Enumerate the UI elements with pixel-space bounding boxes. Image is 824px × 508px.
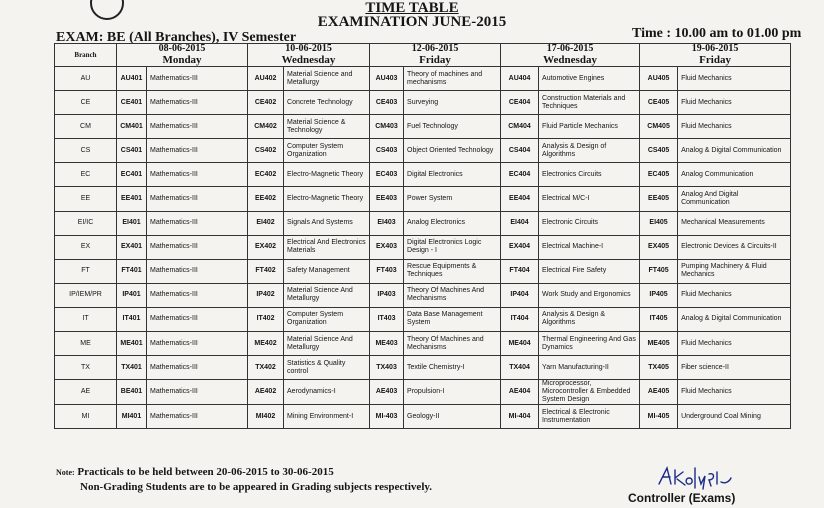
paper-code: ME402 bbox=[248, 332, 284, 356]
paper-subject: Fluid Mechanics bbox=[678, 67, 791, 91]
paper-code: AU403 bbox=[370, 67, 404, 91]
note-practicals: Note: Practicals to be held between 20-06-2015 to 30-06-2015 bbox=[56, 466, 334, 478]
table-row bbox=[55, 405, 791, 429]
paper-subject: Analog & Digital Communication bbox=[678, 307, 791, 331]
paper-subject: Analog And Digital Communication bbox=[678, 187, 791, 211]
paper-code: CE403 bbox=[370, 91, 404, 115]
paper-code: TX403 bbox=[370, 356, 404, 380]
controller-label: Controller (Exams) bbox=[628, 491, 736, 505]
table-row bbox=[55, 163, 791, 187]
paper-code: IP403 bbox=[370, 283, 404, 307]
paper-code: CM405 bbox=[640, 115, 678, 139]
timetable bbox=[54, 43, 791, 429]
page-subtitle: EXAMINATION JUNE-2015 bbox=[317, 14, 507, 30]
day-header: 17-06-2015 Wednesday bbox=[501, 44, 640, 67]
paper-code: CE404 bbox=[501, 91, 539, 115]
paper-subject: Mathematics-III bbox=[147, 187, 248, 211]
branch-cell: EI/IC bbox=[55, 211, 117, 235]
paper-code: IT405 bbox=[640, 307, 678, 331]
paper-subject: Digital Electronics bbox=[404, 163, 501, 187]
table-row bbox=[55, 211, 791, 235]
paper-subject: Digital Electronics Logic Design - I bbox=[404, 235, 501, 259]
table-row bbox=[55, 356, 791, 380]
paper-code: FT403 bbox=[370, 259, 404, 283]
paper-subject: Fluid Mechanics bbox=[678, 91, 791, 115]
paper-code: EI402 bbox=[248, 211, 284, 235]
paper-code: TX404 bbox=[501, 356, 539, 380]
paper-subject: Mathematics-III bbox=[147, 356, 248, 380]
paper-subject: Material Science and Metallurgy bbox=[284, 67, 370, 91]
paper-subject: Electrical M/C-I bbox=[539, 187, 640, 211]
paper-subject: Textile Chemistry-I bbox=[404, 356, 501, 380]
paper-code: AU402 bbox=[248, 67, 284, 91]
paper-subject: Propulsion-I bbox=[404, 380, 501, 405]
paper-subject: Geology-II bbox=[404, 405, 501, 429]
day-header: 19-06-2015 Friday bbox=[640, 44, 791, 67]
table-header-row bbox=[55, 44, 791, 67]
paper-subject: Theory Of Machines And Mechanisms bbox=[404, 283, 501, 307]
paper-subject: Material Science And Metallurgy bbox=[284, 332, 370, 356]
paper-subject: Pumping Machinery & Fluid Mechanics bbox=[678, 259, 791, 283]
paper-subject: Mathematics-III bbox=[147, 211, 248, 235]
paper-subject: Aerodynamics-I bbox=[284, 380, 370, 405]
branch-cell: IP/IEM/PR bbox=[55, 283, 117, 307]
paper-code: AU404 bbox=[501, 67, 539, 91]
paper-code: AE404 bbox=[501, 380, 539, 405]
paper-subject: Construction Materials and Techniques bbox=[539, 91, 640, 115]
paper-code: CM401 bbox=[117, 115, 147, 139]
paper-code: CE405 bbox=[640, 91, 678, 115]
branch-cell: CM bbox=[55, 115, 117, 139]
paper-subject: Mathematics-III bbox=[147, 115, 248, 139]
paper-subject: Fuel Technology bbox=[404, 115, 501, 139]
paper-subject: Electrical & Electronic Instrumentation bbox=[539, 405, 640, 429]
paper-code: EC401 bbox=[117, 163, 147, 187]
paper-subject: Analog Communication bbox=[678, 163, 791, 187]
branch-header: Branch bbox=[55, 44, 117, 67]
paper-code: FT401 bbox=[117, 259, 147, 283]
paper-subject: Analysis & Design & Algorithms bbox=[539, 307, 640, 331]
table-row bbox=[55, 307, 791, 331]
paper-code: MI402 bbox=[248, 405, 284, 429]
paper-subject: Electronic Circuits bbox=[539, 211, 640, 235]
paper-subject: Electro-Magnetic Theory bbox=[284, 187, 370, 211]
paper-code: CS402 bbox=[248, 139, 284, 163]
paper-code: IT403 bbox=[370, 307, 404, 331]
paper-subject: Rescue Equipments & Techniques bbox=[404, 259, 501, 283]
paper-subject: Fluid Particle Mechanics bbox=[539, 115, 640, 139]
branch-cell: FT bbox=[55, 259, 117, 283]
paper-code: EE405 bbox=[640, 187, 678, 211]
paper-subject: Electro-Magnetic Theory bbox=[284, 163, 370, 187]
paper-subject: Mathematics-III bbox=[147, 307, 248, 331]
paper-subject: Statistics & Quality control bbox=[284, 356, 370, 380]
paper-subject: Electrical And Electronics Materials bbox=[284, 235, 370, 259]
paper-code: AE405 bbox=[640, 380, 678, 405]
branch-cell: IT bbox=[55, 307, 117, 331]
paper-subject: Safety Management bbox=[284, 259, 370, 283]
paper-subject: Fiber science-II bbox=[678, 356, 791, 380]
paper-code: MI-403 bbox=[370, 405, 404, 429]
paper-code: CS405 bbox=[640, 139, 678, 163]
paper-code: EE403 bbox=[370, 187, 404, 211]
paper-code: CE401 bbox=[117, 91, 147, 115]
day-header: 12-06-2015 Friday bbox=[370, 44, 501, 67]
branch-cell: ME bbox=[55, 332, 117, 356]
table-row bbox=[55, 115, 791, 139]
paper-subject: Mathematics-III bbox=[147, 259, 248, 283]
paper-subject: Mathematics-III bbox=[147, 283, 248, 307]
paper-code: ME401 bbox=[117, 332, 147, 356]
paper-code: AU405 bbox=[640, 67, 678, 91]
paper-subject: Work Study and Ergonomics bbox=[539, 283, 640, 307]
table-row bbox=[55, 283, 791, 307]
day-header: 10-06-2015 Wednesday bbox=[248, 44, 370, 67]
table-row bbox=[55, 91, 791, 115]
paper-code: EE404 bbox=[501, 187, 539, 211]
paper-subject: Mathematics-III bbox=[147, 235, 248, 259]
paper-subject: Analog Electronics bbox=[404, 211, 501, 235]
paper-subject: Fluid Mechanics bbox=[678, 332, 791, 356]
paper-code: ME404 bbox=[501, 332, 539, 356]
paper-code: EC405 bbox=[640, 163, 678, 187]
paper-code: MI-404 bbox=[501, 405, 539, 429]
paper-subject: Signals And Systems bbox=[284, 211, 370, 235]
paper-code: EC403 bbox=[370, 163, 404, 187]
paper-code: EX403 bbox=[370, 235, 404, 259]
paper-code: AE403 bbox=[370, 380, 404, 405]
paper-code: EI401 bbox=[117, 211, 147, 235]
paper-subject: Yarn Manufacturing-II bbox=[539, 356, 640, 380]
paper-code: MI-405 bbox=[640, 405, 678, 429]
paper-subject: Mathematics-III bbox=[147, 380, 248, 405]
paper-subject: Electrical Fire Safety bbox=[539, 259, 640, 283]
branch-cell: EC bbox=[55, 163, 117, 187]
paper-code: IT401 bbox=[117, 307, 147, 331]
paper-subject: Thermal Engineering And Gas Dynamics bbox=[539, 332, 640, 356]
table-row bbox=[55, 67, 791, 91]
paper-subject: Theory of machines and mechanisms bbox=[404, 67, 501, 91]
paper-subject: Microprocessor, Microcontroller & Embedded System Design bbox=[539, 380, 640, 405]
table-row bbox=[55, 332, 791, 356]
paper-code: IP404 bbox=[501, 283, 539, 307]
paper-subject: Automotive Engines bbox=[539, 67, 640, 91]
paper-subject: Electronics Circuits bbox=[539, 163, 640, 187]
paper-subject: Mathematics-III bbox=[147, 67, 248, 91]
paper-code: IP402 bbox=[248, 283, 284, 307]
branch-cell: TX bbox=[55, 356, 117, 380]
paper-subject: Material Science & Technology bbox=[284, 115, 370, 139]
paper-code: EX404 bbox=[501, 235, 539, 259]
paper-subject: Theory Of Machines and Mechanisms bbox=[404, 332, 501, 356]
paper-subject: Fluid Mechanics bbox=[678, 380, 791, 405]
paper-code: TX402 bbox=[248, 356, 284, 380]
table-row bbox=[55, 187, 791, 211]
paper-subject: Data Base Management System bbox=[404, 307, 501, 331]
exam-label: EXAM: BE (All Branches), IV Semester bbox=[56, 30, 297, 45]
paper-code: ME405 bbox=[640, 332, 678, 356]
paper-code: TX401 bbox=[117, 356, 147, 380]
paper-subject: Mathematics-III bbox=[147, 332, 248, 356]
paper-code: AE402 bbox=[248, 380, 284, 405]
paper-code: EI404 bbox=[501, 211, 539, 235]
paper-subject: Computer System Organization bbox=[284, 307, 370, 331]
paper-code: EI403 bbox=[370, 211, 404, 235]
paper-subject: Material Science And Metallurgy bbox=[284, 283, 370, 307]
paper-code: FT404 bbox=[501, 259, 539, 283]
paper-subject: Fluid Mechanics bbox=[678, 283, 791, 307]
paper-code: FT402 bbox=[248, 259, 284, 283]
branch-cell: CS bbox=[55, 139, 117, 163]
paper-subject: Electronic Devices & Circuits-II bbox=[678, 235, 791, 259]
paper-code: TX405 bbox=[640, 356, 678, 380]
branch-cell: EX bbox=[55, 235, 117, 259]
paper-code: CM403 bbox=[370, 115, 404, 139]
paper-code: EE402 bbox=[248, 187, 284, 211]
branch-cell: AU bbox=[55, 67, 117, 91]
branch-cell: CE bbox=[55, 91, 117, 115]
paper-code: FT405 bbox=[640, 259, 678, 283]
paper-subject: Mathematics-III bbox=[147, 405, 248, 429]
paper-code: EC404 bbox=[501, 163, 539, 187]
paper-code: CS404 bbox=[501, 139, 539, 163]
paper-subject: Computer System Organization bbox=[284, 139, 370, 163]
paper-subject: Mathematics-III bbox=[147, 139, 248, 163]
paper-code: ME403 bbox=[370, 332, 404, 356]
paper-subject: Electrical Machine-I bbox=[539, 235, 640, 259]
paper-subject: Mechanical Measurements bbox=[678, 211, 791, 235]
table-row bbox=[55, 380, 791, 405]
paper-code: IT404 bbox=[501, 307, 539, 331]
paper-subject: Analog & Digital Communication bbox=[678, 139, 791, 163]
branch-cell: MI bbox=[55, 405, 117, 429]
paper-code: BE401 bbox=[117, 380, 147, 405]
paper-subject: Power System bbox=[404, 187, 501, 211]
paper-code: IT402 bbox=[248, 307, 284, 331]
paper-subject: Concrete Technology bbox=[284, 91, 370, 115]
paper-subject: Underground Coal Mining bbox=[678, 405, 791, 429]
paper-subject: Fluid Mechanics bbox=[678, 115, 791, 139]
paper-code: EI405 bbox=[640, 211, 678, 235]
paper-subject: Analysis & Design of Algorithms bbox=[539, 139, 640, 163]
page-title: TIME TABLE bbox=[365, 0, 459, 16]
paper-code: EX405 bbox=[640, 235, 678, 259]
paper-subject: Mathematics-III bbox=[147, 163, 248, 187]
paper-code: IP405 bbox=[640, 283, 678, 307]
paper-subject: Mining Environment-I bbox=[284, 405, 370, 429]
paper-code: EX402 bbox=[248, 235, 284, 259]
paper-code: EX401 bbox=[117, 235, 147, 259]
paper-code: CM402 bbox=[248, 115, 284, 139]
paper-subject: Surveying bbox=[404, 91, 501, 115]
signature bbox=[655, 464, 735, 490]
paper-code: AU401 bbox=[117, 67, 147, 91]
table-row bbox=[55, 139, 791, 163]
paper-subject: Mathematics-III bbox=[147, 91, 248, 115]
paper-code: EC402 bbox=[248, 163, 284, 187]
exam-time: Time : 10.00 am to 01.00 pm bbox=[632, 26, 802, 41]
paper-code: CM404 bbox=[501, 115, 539, 139]
paper-code: MI401 bbox=[117, 405, 147, 429]
branch-cell: EE bbox=[55, 187, 117, 211]
paper-code: EE401 bbox=[117, 187, 147, 211]
day-header: 08-06-2015 Monday bbox=[117, 44, 248, 67]
branch-cell: AE bbox=[55, 380, 117, 405]
paper-code: IP401 bbox=[117, 283, 147, 307]
table-row bbox=[55, 259, 791, 283]
paper-code: CE402 bbox=[248, 91, 284, 115]
paper-subject: Object Oriented Technology bbox=[404, 139, 501, 163]
table-row bbox=[55, 235, 791, 259]
paper-code: CS401 bbox=[117, 139, 147, 163]
note-non-grading: Non-Grading Students are to be appeared in Grading subjects respectively. bbox=[80, 481, 433, 493]
paper-code: CS403 bbox=[370, 139, 404, 163]
